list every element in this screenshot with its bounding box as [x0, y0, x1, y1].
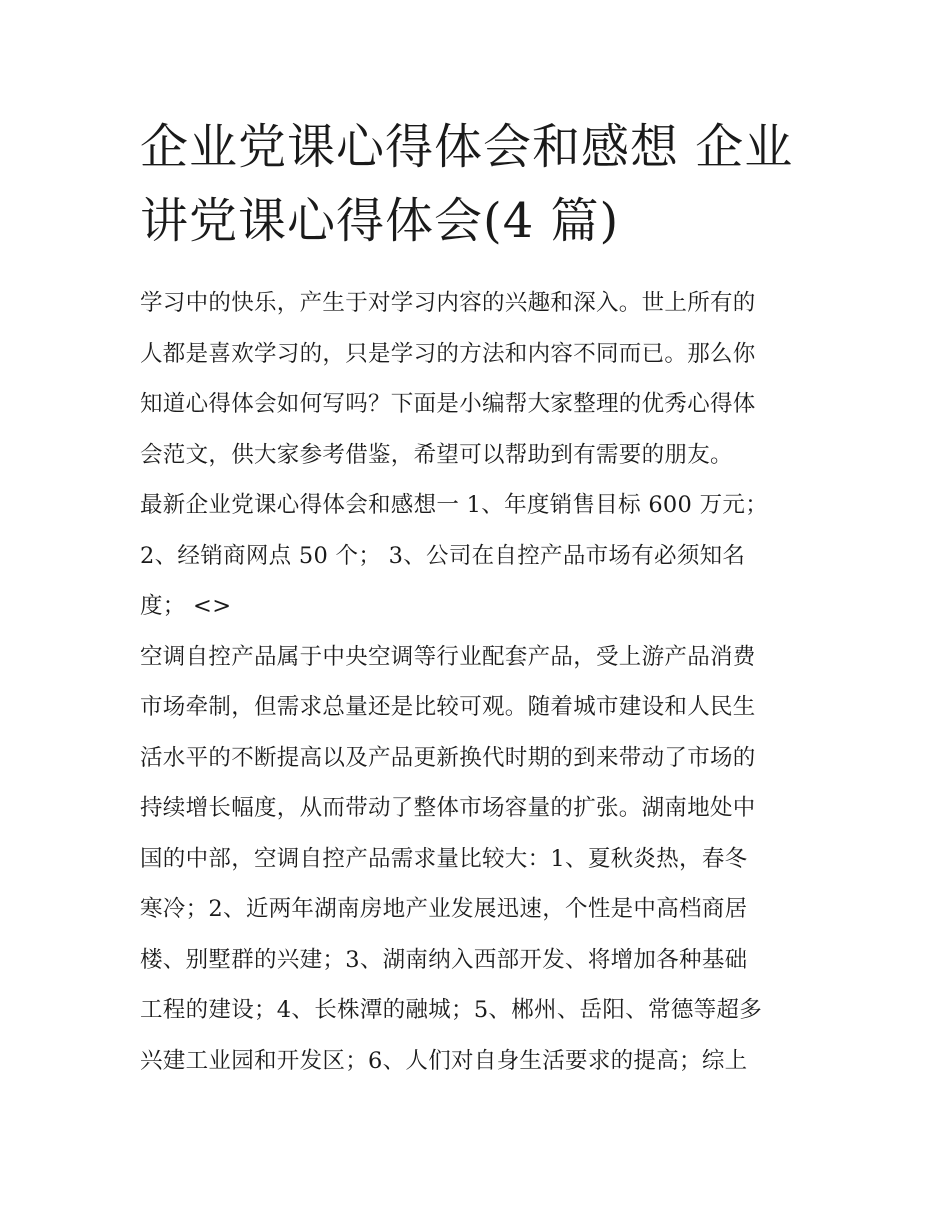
text-line: 空调自控产品属于中央空调等行业配套产品，受上游产品消费	[140, 643, 756, 670]
text-line: 兴建工业园和开发区；6、人们对自身生活要求的提高；综上	[140, 1047, 748, 1074]
text-line: 市场牵制，但需求总量还是比较可观。随着城市建设和人民生	[140, 694, 756, 720]
title-line: 讲党课心得体会(4 篇)	[140, 193, 620, 249]
text-line: 2、经销商网点 50 个； 3、公司在自控产品市场有必须知名	[140, 542, 746, 569]
document-body	[140, 278, 830, 1086]
text-line: 会范文，供大家参考借鉴，希望可以帮助到有需要的朋友。	[140, 441, 733, 468]
text-line: 楼、别墅群的兴建；3、湖南纳入西部开发、将增加各种基础	[140, 946, 748, 973]
text-line: 国的中部，空调自控产品需求量比较大：1、夏秋炎热，春冬	[140, 845, 748, 872]
text-line: 寒冷；2、近两年湖南房地产业发展迅速，个性是中高档商居	[140, 896, 748, 922]
text-line: 最新企业党课心得体会和感想一 1、年度销售目标 600 万元；	[140, 492, 769, 518]
paragraph-market	[140, 632, 830, 1087]
text-line: 工程的建设；4、长株潭的融城；5、郴州、岳阳、常德等超多	[140, 997, 763, 1023]
text-line: 知道心得体会如何写吗？下面是小编帮大家整理的优秀心得体	[140, 391, 756, 417]
text-line: 度； <>	[140, 593, 232, 619]
text-line: 学习中的快乐，产生于对学习内容的兴趣和深入。世上所有的	[140, 290, 756, 316]
text-line: 人都是喜欢学习的，只是学习的方法和内容不同而已。那么你	[140, 340, 756, 367]
text-line: 持续增长幅度，从而带动了整体市场容量的扩张。湖南地处中	[140, 795, 756, 821]
paragraph-intro	[140, 278, 830, 480]
title-line: 企业党课心得体会和感想 企业	[140, 119, 794, 175]
document-title	[140, 110, 820, 258]
paragraph-goals	[140, 480, 830, 632]
text-line: 活水平的不断提高以及产品更新换代时期的到来带动了市场的	[140, 744, 756, 771]
